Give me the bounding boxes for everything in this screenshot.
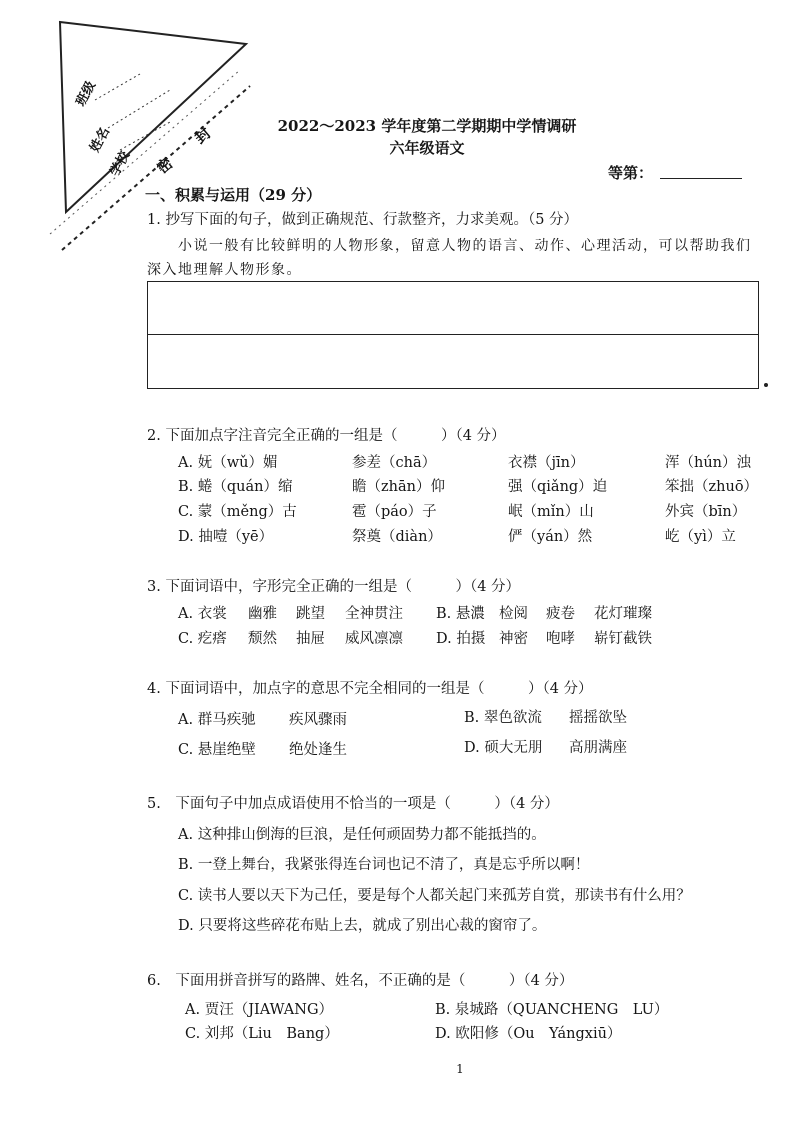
q3-option: 颓然 — [248, 631, 277, 647]
q3-option: 神密 — [499, 631, 528, 647]
q3-option: 抽屉 — [296, 631, 325, 647]
q3-option: B. 悬濃 — [436, 606, 485, 622]
seal-char: 密 — [153, 153, 177, 178]
q2-option: 笨拙（zhuō） — [665, 479, 759, 495]
q6-option-c: C. 刘邦（Liu Bang） — [185, 1026, 339, 1042]
q3-option: D. 拍摄 — [436, 631, 486, 647]
exam-subtitle: 六年级语文 — [389, 139, 465, 157]
q5-option-c: C. 读书人要以天下为己任，要是每个人都关起门来孤芳自赏，那读书有什么用？ — [178, 888, 691, 904]
q5-stem: 5. 下面句子中加点成语使用不恰当的一项是（ ）（4 分） — [147, 796, 559, 812]
grade-label: 等第： — [608, 164, 654, 182]
q3-option: 咆哮 — [546, 631, 575, 647]
q3-option: 检阅 — [499, 606, 528, 622]
q5-option-b: B. 一登上舞台，我紧张得连台词也记不清了，真是忘乎所以啊！ — [178, 857, 590, 873]
class-label: 班级 — [73, 78, 99, 109]
q4-option: C. 悬崖绝壁 — [178, 742, 256, 758]
q3-option: A. 衣裳 — [178, 606, 227, 622]
q4-option: D. 硕大无朋 — [464, 740, 543, 756]
q3-option: 全神贯注 — [345, 606, 403, 622]
q2-option: 俨（yán）然 — [508, 529, 593, 545]
q1-stem: 1. 抄写下面的句子，做到正确规范、行款整齐，力求美观。（5 分） — [147, 212, 579, 228]
q1-box-end-dot — [764, 383, 768, 387]
q1-box-divider — [148, 334, 758, 335]
q1-passage-line1: 小说一般有比较鲜明的人物形象，留意人物的语言、动作、心理活动，可以帮助我们 — [178, 238, 752, 254]
section-title: 一、积累与运用（29 分） — [145, 186, 322, 204]
q4-option: A. 群马疾驰 — [178, 712, 256, 728]
q4-option: 摇摇欲坠 — [569, 710, 627, 726]
q3-option: 威风凛凛 — [345, 631, 403, 647]
q4-option: B. 翠色欲流 — [464, 710, 542, 726]
q2-option: A. 妩（wǔ）媚 — [178, 455, 278, 471]
q2-option: 衣襟（jīn） — [508, 455, 585, 471]
q2-option: B. 蜷（quán）缩 — [178, 479, 293, 495]
q4-option: 高朋满座 — [569, 740, 627, 756]
grade-blank[interactable] — [660, 178, 742, 179]
q3-stem: 3. 下面词语中，字形完全正确的一组是（ ）（4 分） — [147, 579, 521, 595]
q6-option-a: A. 贾汪（JIAWANG） — [185, 1002, 334, 1018]
q6-option-b: B. 泉城路（QUANCHENG LU） — [435, 1002, 669, 1018]
q2-option: 雹（páo）子 — [352, 504, 437, 520]
q6-option-d: D. 欧阳修（Ou Yángxiū） — [435, 1026, 622, 1042]
q2-option: 屹（yì）立 — [665, 529, 736, 545]
q2-option: 外宾（bīn） — [665, 504, 747, 520]
q2-stem: 2. 下面加点字注音完全正确的一组是（ ）（4 分） — [147, 428, 506, 444]
q2-option: 浑（hún）浊 — [665, 455, 752, 471]
q4-option: 疾风骤雨 — [289, 712, 347, 728]
q1-passage-line2: 深入地理解人物形象。 — [147, 262, 302, 278]
q6-stem: 6. 下面用拼音拼写的路牌、姓名，不正确的是（ ）（4 分） — [147, 973, 574, 989]
q2-option: 祭奠（diàn） — [352, 529, 442, 545]
q2-option: C. 蒙（měng）古 — [178, 504, 297, 520]
q4-option: 绝处逢生 — [289, 742, 347, 758]
name-label: 姓名 — [87, 124, 113, 155]
exam-title: 2022～2023 学年度第二学期期中学情调研 — [277, 117, 577, 135]
q2-option: 强（qiǎng）迫 — [508, 479, 608, 495]
q3-option: 花灯璀璨 — [594, 606, 652, 622]
q5-option-d: D. 只要将这些碎花布贴上去，就成了别出心裁的窗帘了。 — [178, 918, 547, 934]
q2-option: 岷（mǐn）山 — [508, 504, 594, 520]
page-number: 1 — [456, 1062, 464, 1076]
q3-option: 疲卷 — [546, 606, 575, 622]
q4-stem: 4. 下面词语中，加点字的意思不完全相同的一组是（ ）（4 分） — [147, 681, 593, 697]
q5-option-a: A. 这种排山倒海的巨浪，是任何顽固势力都不能抵挡的。 — [178, 827, 546, 843]
q1-answer-box[interactable] — [147, 281, 759, 389]
q2-option: D. 抽噎（yē） — [178, 529, 274, 545]
q3-option: 跳望 — [296, 606, 325, 622]
q3-option: C. 疙瘩 — [178, 631, 227, 647]
seal-char-2: 封 — [191, 123, 215, 148]
q2-option: 参差（chā） — [352, 455, 437, 471]
q3-option: 崭钉截铁 — [594, 631, 652, 647]
school-label: 学校 — [107, 148, 133, 179]
q3-option: 幽雅 — [248, 606, 277, 622]
q2-option: 瞻（zhān）仰 — [352, 479, 445, 495]
